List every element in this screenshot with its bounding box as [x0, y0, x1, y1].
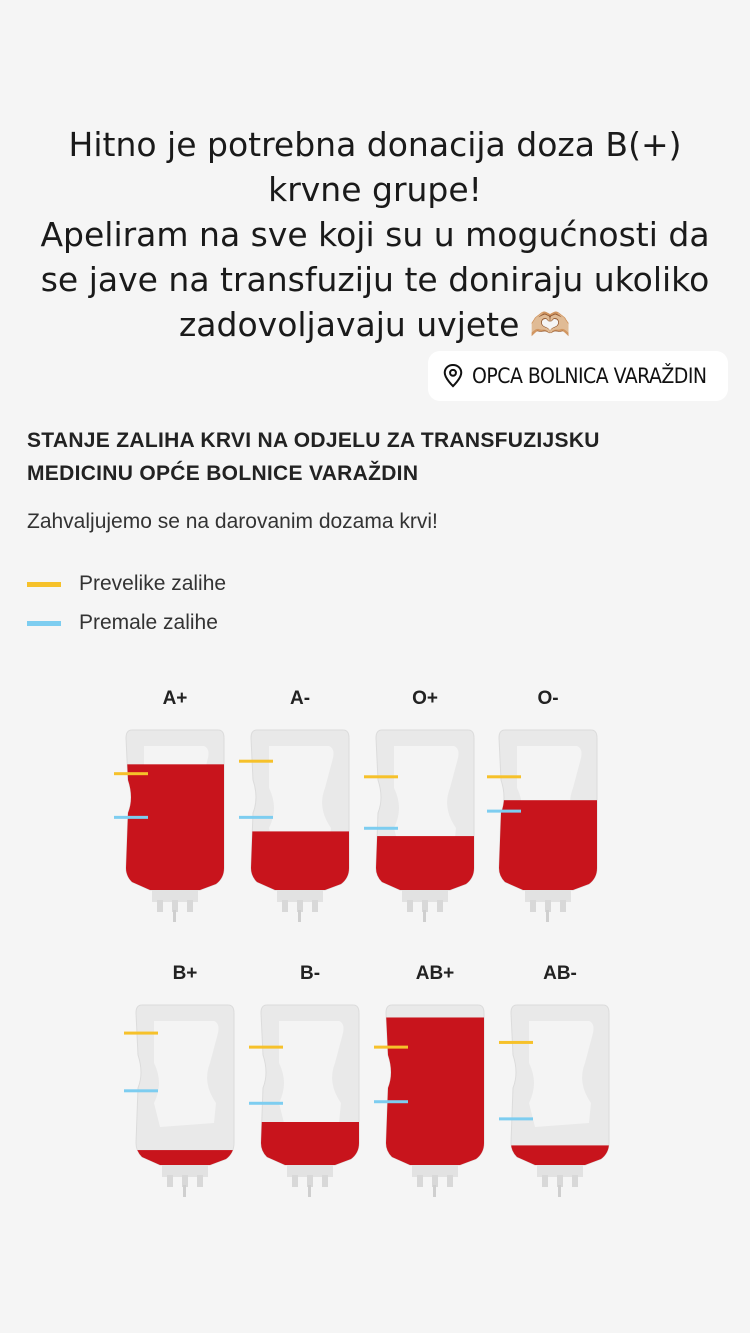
bag-port	[437, 900, 443, 912]
over-threshold-marker	[499, 1041, 533, 1044]
caption-line: Hitno je potrebna donacija doza B(+)	[68, 125, 682, 164]
over-threshold-marker	[114, 772, 148, 775]
caption-line: krvne grupe!	[268, 170, 482, 209]
over-threshold-marker	[374, 1046, 408, 1049]
over-threshold-marker	[124, 1032, 158, 1035]
bag-tube	[183, 1185, 186, 1197]
legend-over	[27, 572, 226, 596]
location-label: OPCA BOLNICA VARAŽDIN	[472, 364, 707, 388]
blood-type-label: A+	[162, 688, 188, 709]
under-threshold-marker	[249, 1102, 283, 1105]
under-threshold-marker	[114, 816, 148, 819]
blood-type-label: B+	[172, 963, 198, 984]
blood-type-label: O+	[412, 688, 438, 709]
under-threshold-marker	[499, 1117, 533, 1120]
location-pin-icon	[442, 363, 464, 389]
bag-port	[417, 1175, 423, 1187]
bag-tube	[423, 910, 426, 922]
legend-over-swatch	[27, 582, 61, 587]
bag-port	[572, 1175, 578, 1187]
under-threshold-marker	[239, 816, 273, 819]
bag-tube	[558, 1185, 561, 1197]
report-title-line: STANJE ZALIHA KRVI NA ODJELU ZA TRANSFUZIJSKU	[27, 429, 600, 452]
blood-bag-graphic	[130, 993, 240, 1203]
under-threshold-marker	[487, 810, 521, 813]
blood-bag-graphic	[120, 718, 230, 928]
blood-bag-graphic	[493, 718, 603, 928]
legend-under-swatch	[27, 621, 61, 626]
blood-bag-ab-positive	[380, 963, 490, 1203]
bag-port	[197, 1175, 203, 1187]
legend-under	[27, 611, 218, 635]
blood-type-label: B-	[299, 963, 321, 984]
over-threshold-marker	[239, 760, 273, 763]
bag-port	[187, 900, 193, 912]
blood-bag-a-negative	[245, 688, 355, 928]
blood-type-label: AB+	[415, 963, 455, 984]
caption-line: zadovoljavaju uvjete 🫶🏼	[178, 305, 572, 344]
blood-bag-graphic	[245, 718, 355, 928]
blood-bag-a-positive	[120, 688, 230, 928]
bag-port	[157, 900, 163, 912]
blood-bag-graphic	[255, 993, 365, 1203]
blood-bag-graphic	[505, 993, 615, 1203]
blood-bag-b-positive	[130, 963, 240, 1203]
blood-bag-o-negative	[493, 688, 603, 928]
bag-port	[542, 1175, 548, 1187]
under-threshold-marker	[364, 827, 398, 830]
bag-tube	[173, 910, 176, 922]
bag-port	[447, 1175, 453, 1187]
bag-tube	[308, 1185, 311, 1197]
legend-over-label: Prevelike zalihe	[79, 572, 227, 595]
bag-port	[530, 900, 536, 912]
blood-bag-graphic	[370, 718, 480, 928]
under-threshold-marker	[124, 1089, 158, 1092]
legend-under-label: Premale zalihe	[79, 611, 218, 634]
thanks-text: Zahvaljujemo se na darovanim dozama krvi!	[27, 510, 438, 533]
bag-tube	[546, 910, 549, 922]
blood-bag-graphic	[380, 993, 490, 1203]
over-threshold-marker	[487, 775, 521, 778]
under-threshold-marker	[374, 1100, 408, 1103]
bag-port	[560, 900, 566, 912]
report-title-line: MEDICINU OPĆE BOLNICE VARAŽDIN	[27, 462, 419, 485]
bag-port	[322, 1175, 328, 1187]
over-threshold-marker	[364, 775, 398, 778]
bag-tube	[433, 1185, 436, 1197]
bag-port	[312, 900, 318, 912]
blood-type-label: A-	[289, 688, 311, 709]
blood-bag-b-negative	[255, 963, 365, 1203]
caption-line: Apeliram na sve koji su u mogućnosti da	[40, 215, 710, 254]
bag-port	[407, 900, 413, 912]
bag-port	[292, 1175, 298, 1187]
blood-type-label: O-	[537, 688, 559, 709]
blood-bag-ab-negative	[505, 963, 615, 1203]
over-threshold-marker	[249, 1046, 283, 1049]
blood-bag-o-positive	[370, 688, 480, 928]
report-title	[27, 424, 727, 490]
caption-line: se jave na transfuziju te doniraju ukoliko	[40, 260, 710, 299]
story-caption	[0, 122, 750, 347]
bag-port	[167, 1175, 173, 1187]
bag-tube	[298, 910, 301, 922]
location-sticker[interactable]	[428, 351, 728, 401]
blood-type-label: AB-	[543, 963, 577, 984]
bag-port	[282, 900, 288, 912]
